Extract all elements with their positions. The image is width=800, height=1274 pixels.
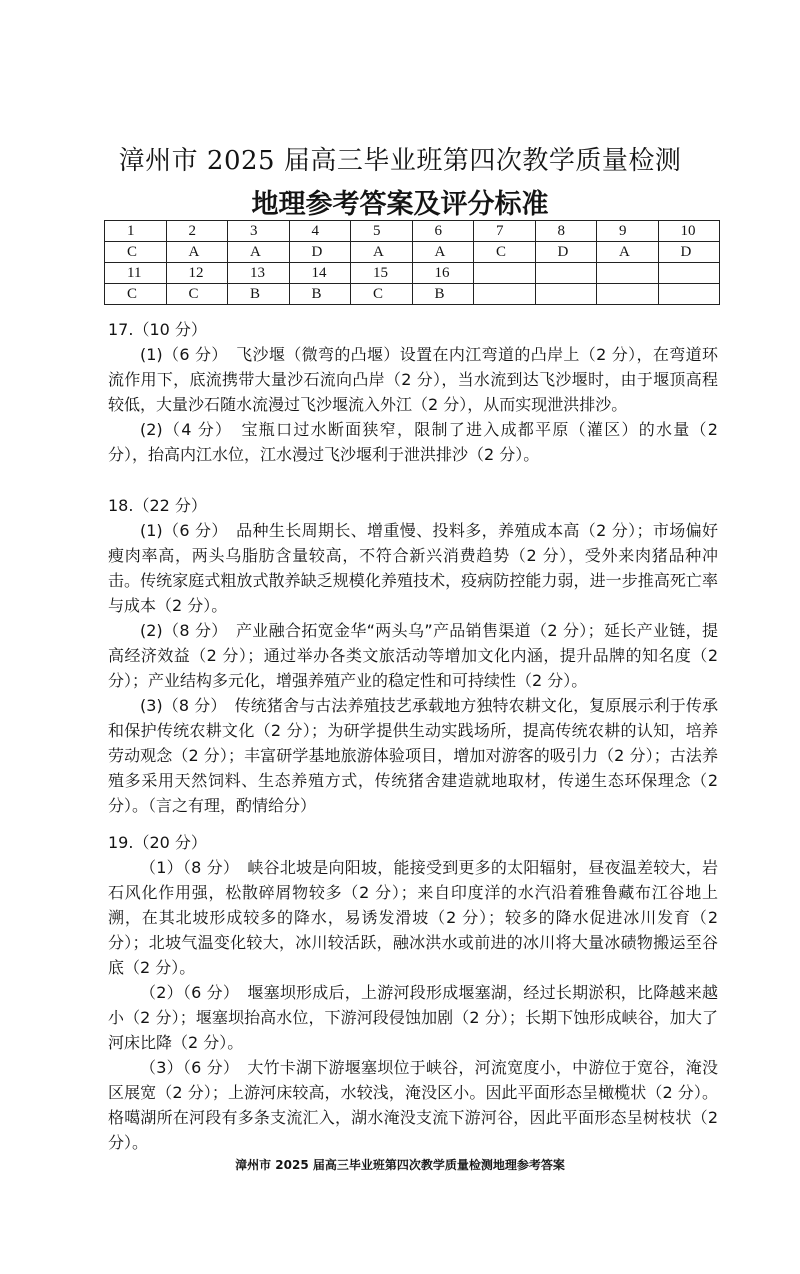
table-cell: A: [166, 242, 228, 263]
question-17-part-2: (2)（4 分） 宝瓶口过水断面狭窄，限制了进入成都平原（灌区）的水量（2 分），抬高内江水位，江水漫过飞沙堰利于泄洪排沙（2 分）。: [108, 420, 718, 464]
question-17-part-1: (1)（6 分） 飞沙堰（微弯的凸堰）设置在内江弯道的凸岸上（2 分），在弯道环流作用下，底流携带大量沙石流向凸岸（2 分），当水流到达飞沙堰时，由于堰顶高程较低，大量沙石随水流漫过飞沙堰流入外江（2 分），从而实现泄洪排沙。: [108, 345, 718, 414]
table-cell: [658, 263, 720, 284]
question-19-part-3: （3）（6 分） 大竹卡湖下游堰塞坝位于峡谷，河流宽度小，中游位于宽谷，淹没区展宽（2 分）；上游河床较高，水较浅，淹没区小。因此平面形态呈橄榄状（2 分）。格噶湖所在河段有多条支流汇入，湖水淹没支流下游河谷，因此平面形态呈树枝状（2 分）。: [108, 1058, 718, 1152]
table-cell: C: [474, 242, 536, 263]
table-cell: 6: [412, 221, 474, 242]
question-19-part-1: （1）（8 分） 峡谷北坡是向阳坡，能接受到更多的太阳辐射，昼夜温差较大，岩石风化作用强，松散碎屑物较多（2 分）；来自印度洋的水汽沿着雅鲁藏布江谷地上溯，在其北坡形成较多的降水，易诱发滑坡（2 分）；较多的降水促进冰川发育（2 分）；北坡气温变化较大，冰川较活跃，融冰洪水或前进的冰川将大量冰碛物搬运至谷底（2 分）。: [108, 858, 718, 977]
table-cell: 16: [412, 263, 474, 284]
table-cell: [597, 284, 659, 305]
table-cell: B: [289, 284, 351, 305]
question-19-section: [108, 830, 718, 1155]
question-18-section: [108, 493, 718, 818]
table-cell: 11: [105, 263, 167, 284]
question-18-part-3: (3)（8 分） 传统猪舍与古法养殖技艺承载地方独特农耕文化，复原展示利于传承和保护传统农耕文化（2 分）；为研学提供生动实践场所，提高传统农耕的认知，培养劳动观念（2 分）；丰富研学基地旅游体验项目，增加对游客的吸引力（2 分）；古法养殖多采用天然饲料、生态养殖方式，传统猪舍建造就地取材，传递生态环保理念（2 分）。（言之有理，酌情给分）: [108, 696, 718, 815]
question-19-heading: 19.（20 分）: [108, 833, 207, 852]
table-cell: [658, 284, 720, 305]
table-cell: [597, 263, 659, 284]
table-cell: 2: [166, 221, 228, 242]
exam-title: 漳州市 2025 届高三毕业班第四次教学质量检测: [118, 146, 682, 176]
table-cell: [535, 284, 597, 305]
question-number-row: [105, 263, 720, 284]
table-cell: 5: [351, 221, 413, 242]
question-17-section: [108, 317, 718, 467]
question-19-part-2: （2）（6 分） 堰塞坝形成后，上游河段形成堰塞湖，经过长期淤积，比降越来越小（2 分）；堰塞坝抬高水位，下游河段侵蚀加剧（2 分）；长期下蚀形成峡谷，加大了河床比降（2 分）。: [108, 983, 718, 1052]
question-18-heading: 18.（22 分）: [108, 496, 207, 515]
answer-row: [105, 242, 720, 263]
table-cell: C: [351, 284, 413, 305]
table-cell: D: [658, 242, 720, 263]
table-cell: 8: [535, 221, 597, 242]
table-cell: A: [351, 242, 413, 263]
question-17-heading: 17.（10 分）: [108, 320, 207, 339]
question-18-part-2: (2)（8 分） 产业融合拓宽金华“两头乌”产品销售渠道（2 分）；延长产业链，提高经济效益（2 分）；通过举办各类文旅活动等增加文化内涵，提升品牌的知名度（2 分）；产业结构多元化，增强养殖产业的稳定性和可持续性（2 分）。: [108, 621, 718, 690]
table-cell: [535, 263, 597, 284]
table-cell: A: [412, 242, 474, 263]
page-footer: 漳州市 2025 届高三毕业班第四次教学质量检测地理参考答案: [235, 1158, 565, 1172]
table-cell: A: [597, 242, 659, 263]
table-cell: 9: [597, 221, 659, 242]
question-18-part-1: (1)（6 分） 品种生长周期长、增重慢、投料多，养殖成本高（2 分）；市场偏好瘦肉率高，两头乌脂肪含量较高，不符合新兴消费趋势（2 分），受外来肉猪品种冲击。传统家庭式粗放式散养缺乏规模化养殖技术，疫病防控能力弱，进一步推高死亡率与成本（2 分）。: [108, 521, 718, 615]
table-cell: C: [105, 242, 167, 263]
answer-row: [105, 284, 720, 305]
table-cell: 1: [105, 221, 167, 242]
table-cell: C: [166, 284, 228, 305]
table-cell: [474, 263, 536, 284]
table-cell: 10: [658, 221, 720, 242]
table-cell: 15: [351, 263, 413, 284]
table-cell: 7: [474, 221, 536, 242]
table-cell: C: [105, 284, 167, 305]
table-cell: B: [412, 284, 474, 305]
table-cell: D: [289, 242, 351, 263]
table-cell: 4: [289, 221, 351, 242]
table-cell: B: [228, 284, 290, 305]
table-cell: [474, 284, 536, 305]
table-cell: 12: [166, 263, 228, 284]
table-cell: D: [535, 242, 597, 263]
question-number-row: [105, 221, 720, 242]
table-cell: 13: [228, 263, 290, 284]
answer-key-subtitle: 地理参考答案及评分标准: [251, 189, 549, 220]
table-cell: A: [228, 242, 290, 263]
table-cell: 3: [228, 221, 290, 242]
table-cell: 14: [289, 263, 351, 284]
multiple-choice-answer-table: [104, 220, 720, 305]
